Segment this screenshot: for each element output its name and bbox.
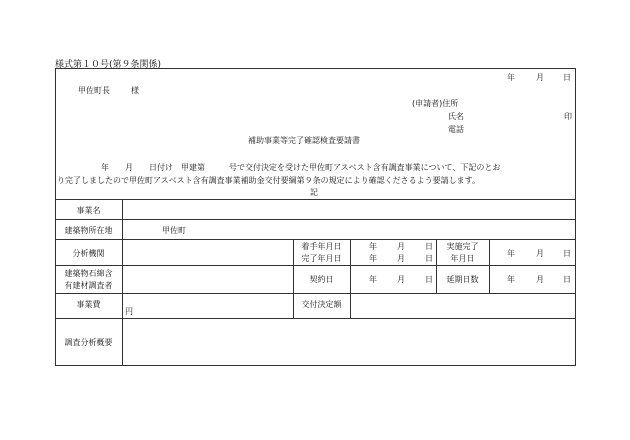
- body-line-1: 年 月 日付け 甲建第 号で交付決定を受けた甲佐町アスベスト含有調査事業について、下記のとお: [101, 163, 501, 172]
- row-line-5: [55, 318, 576, 319]
- addressee-honorific: 様: [131, 86, 139, 95]
- end-year: 年: [369, 254, 377, 263]
- applicant-address-label: (申請者)住所: [412, 99, 459, 108]
- row-line-3: [55, 265, 576, 266]
- document-title: 補助事業等完了確認検査要請書: [248, 136, 360, 145]
- date-year: 年: [507, 73, 515, 82]
- surveyor-label-2: 有建材調査者: [64, 281, 113, 290]
- extension-day: 日: [563, 275, 571, 284]
- form-number: 様式第１０号(第９条関係): [55, 60, 162, 70]
- table-top-line: [55, 199, 576, 200]
- cost-label: 事業費: [76, 300, 101, 309]
- contract-year: 年: [369, 275, 377, 284]
- inspection-year: 年: [507, 249, 515, 258]
- start-month: 月: [397, 242, 405, 251]
- col-line-d: [489, 239, 490, 293]
- row-line-4: [55, 293, 576, 294]
- label-column-line: [122, 199, 123, 366]
- inspection-label-1: 実施完了: [446, 242, 479, 251]
- applicant-phone-label: 電話: [448, 125, 464, 134]
- extension-label: 延期日数: [446, 275, 479, 284]
- date-day: 日: [563, 73, 571, 82]
- agency-label: 分析機関: [72, 249, 105, 258]
- start-day: 日: [425, 242, 433, 251]
- addressee-name: 甲佐町長: [78, 86, 110, 95]
- row-line-1: [55, 219, 576, 220]
- applicant-seal: 印: [564, 112, 572, 121]
- end-month: 月: [397, 254, 405, 263]
- contract-day: 日: [425, 275, 433, 284]
- inspection-label-2: 年月日: [450, 254, 475, 263]
- grant-label: 交付決定額: [301, 300, 342, 309]
- extension-month: 月: [536, 275, 544, 284]
- col-line-b: [350, 239, 351, 318]
- cost-yen: 円: [125, 307, 133, 316]
- contract-date-label: 契約日: [309, 275, 334, 284]
- form-frame: [55, 68, 576, 366]
- applicant-name-label: 氏名: [448, 112, 464, 121]
- location-label: 建築物所在地: [64, 226, 113, 235]
- start-date-label: 着手年月日: [301, 242, 342, 251]
- inspection-month: 月: [536, 249, 544, 258]
- extension-year: 年: [507, 275, 515, 284]
- start-year: 年: [369, 242, 377, 251]
- surveyor-label-1: 建築物石綿含: [64, 269, 113, 278]
- project-name-label: 事業名: [76, 206, 101, 215]
- ki-label: 記: [310, 188, 318, 197]
- body-line-2: り完了しましたので甲佐町アスベスト含有調査事業補助金交付要綱第９条の規定により確認くださるよう要請します。: [57, 176, 481, 185]
- location-value: 甲佐町: [162, 226, 186, 235]
- summary-label: 調査分析概要: [64, 338, 113, 347]
- end-day: 日: [425, 254, 433, 263]
- end-date-label: 完了年月日: [301, 254, 342, 263]
- row-line-2: [55, 239, 576, 240]
- contract-month: 月: [397, 275, 405, 284]
- date-month: 月: [536, 73, 544, 82]
- inspection-day: 日: [563, 249, 571, 258]
